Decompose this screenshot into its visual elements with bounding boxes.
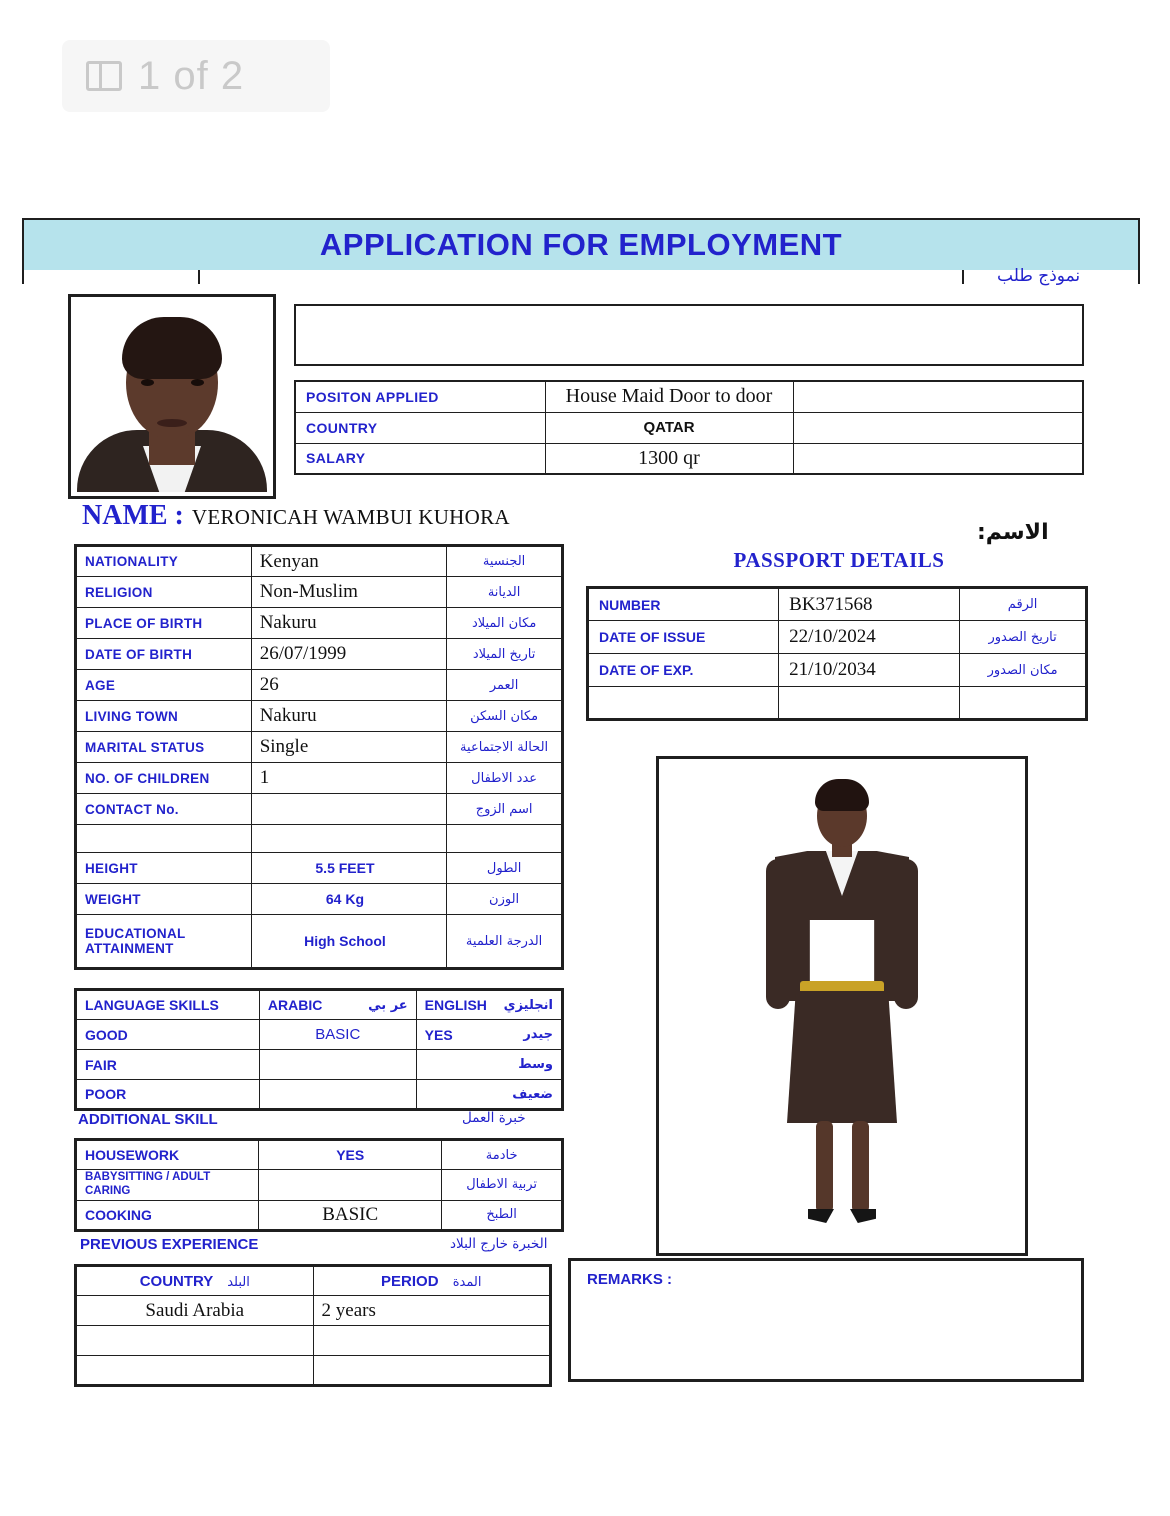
table-row <box>295 381 1083 412</box>
fair-arabic-label: وسط <box>518 1057 553 1072</box>
title-subrow-divider-right <box>962 270 964 284</box>
cooking-value: BASIC <box>259 1200 442 1230</box>
weight-value: 64 Kg <box>251 884 447 915</box>
marital-status-arabic: الحالة الاجتماعية <box>447 732 563 763</box>
passport-details-table <box>586 586 1088 721</box>
remarks-box <box>568 1258 1084 1382</box>
language-skills-label: LANGUAGE SKILLS <box>76 990 260 1020</box>
religion-arabic: الديانة <box>447 577 563 608</box>
additional-skill-title: ADDITIONAL SKILL <box>78 1111 218 1128</box>
table-row-blank <box>588 687 1087 720</box>
place-of-birth-arabic: مكان الميلاد <box>447 608 563 639</box>
table-header-row <box>76 990 563 1020</box>
experience-period-header-text: PERIOD <box>381 1272 439 1290</box>
table-row <box>76 670 563 701</box>
housework-label: HOUSEWORK <box>76 1140 259 1170</box>
salary-value: 1300 qr <box>545 443 793 474</box>
language-arabic-column <box>259 990 416 1020</box>
table-row <box>76 915 563 969</box>
remarks-label: REMARKS : <box>587 1271 672 1288</box>
height-arabic: الطول <box>447 853 563 884</box>
contact-number-value <box>251 794 447 825</box>
previous-experience-table <box>74 1264 552 1387</box>
page-indicator <box>62 40 330 112</box>
additional-skill-title-arabic: خبرة العمل <box>462 1110 526 1126</box>
position-applied-extra <box>793 381 1083 412</box>
position-applied-table <box>294 380 1084 475</box>
previous-experience-title-arabic: الخبرة خارج البلاد <box>450 1236 548 1252</box>
experience-country-value <box>76 1326 314 1356</box>
living-town-value: Nakuru <box>251 701 447 732</box>
living-town-arabic: مكان السكن <box>447 701 563 732</box>
title-subrow-divider-left <box>198 270 200 284</box>
passport-details-title: PASSPORT DETAILS <box>733 548 945 572</box>
passport-number-arabic: الرقم <box>960 588 1087 621</box>
english-column-label-arabic: انجليزي <box>503 997 553 1013</box>
table-row <box>76 853 563 884</box>
fair-english-value <box>416 1050 562 1080</box>
contact-number-arabic: اسم الزوج <box>447 794 563 825</box>
previous-experience-title: PREVIOUS EXPERIENCE <box>80 1236 259 1253</box>
table-row <box>76 763 563 794</box>
poor-arabic-label: ضعيف <box>512 1086 553 1102</box>
table-row <box>588 621 1087 654</box>
date-of-expiry-arabic: مكان الصدور <box>960 654 1087 687</box>
applicant-portrait-photo <box>68 294 276 499</box>
table-row <box>588 654 1087 687</box>
header-blank-box <box>294 304 1084 366</box>
blank-value <box>251 825 447 853</box>
nationality-label: NATIONALITY <box>76 546 252 577</box>
living-town-label: LIVING TOWN <box>76 701 252 732</box>
experience-period-header-arabic: المدة <box>452 1274 482 1290</box>
passport-blank-arabic <box>960 687 1087 720</box>
poor-arabic-value <box>259 1080 416 1110</box>
number-of-children-value: 1 <box>251 763 447 794</box>
table-row <box>295 412 1083 443</box>
table-row <box>76 732 563 763</box>
age-label: AGE <box>76 670 252 701</box>
cooking-arabic: الطبخ <box>442 1200 563 1230</box>
personal-details-table <box>74 544 564 970</box>
table-row <box>76 1050 563 1080</box>
educational-attainment-label: EDUCATIONAL ATTAINMENT <box>76 915 252 969</box>
table-row <box>76 1020 563 1050</box>
title-arabic-fragment: نموذج طلب <box>997 266 1081 286</box>
table-row <box>76 546 563 577</box>
name-value: VERONICAH WAMBUI KUHORA <box>191 505 510 529</box>
babysitting-arabic: تربية الاطفال <box>442 1170 563 1201</box>
portrait-image <box>75 301 269 492</box>
good-english-text: YES <box>424 1026 453 1043</box>
date-of-birth-value: 26/07/1999 <box>251 639 447 670</box>
document-title-bar <box>22 218 1140 270</box>
passport-blank-label <box>588 687 779 720</box>
place-of-birth-value: Nakuru <box>251 608 447 639</box>
marital-status-label: MARITAL STATUS <box>76 732 252 763</box>
height-value: 5.5 FEET <box>251 853 447 884</box>
additional-skill-table <box>74 1138 564 1232</box>
age-value: 26 <box>251 670 447 701</box>
contact-number-label: CONTACT No. <box>76 794 252 825</box>
table-row <box>76 1080 563 1110</box>
passport-number-label: NUMBER <box>588 588 779 621</box>
table-header-row <box>76 1266 551 1296</box>
experience-period-value <box>313 1326 550 1356</box>
table-row <box>76 608 563 639</box>
applicant-name-row <box>82 500 510 532</box>
fair-arabic-value <box>259 1050 416 1080</box>
weight-label: WEIGHT <box>76 884 252 915</box>
date-of-issue-value: 22/10/2024 <box>779 621 960 654</box>
page-indicator-label: 1 of 2 <box>138 53 245 98</box>
table-row <box>76 794 563 825</box>
blank-arabic <box>447 825 563 853</box>
number-of-children-arabic: عدد الاطفال <box>447 763 563 794</box>
table-row <box>76 1296 551 1326</box>
babysitting-label: BABYSITTING / ADULT CARING <box>76 1170 259 1201</box>
good-english-value <box>416 1020 562 1050</box>
educational-attainment-arabic: الدرجة العلمية <box>447 915 563 969</box>
english-column-label: ENGLISH <box>424 997 487 1013</box>
religion-value: Non-Muslim <box>251 577 447 608</box>
experience-country-value <box>76 1356 314 1386</box>
name-arabic-label: الاسم: <box>977 520 1049 545</box>
applicant-full-body-photo <box>656 756 1028 1256</box>
arabic-column-label-arabic: عر بي <box>368 997 408 1013</box>
educational-attainment-value: High School <box>251 915 447 969</box>
date-of-issue-label: DATE OF ISSUE <box>588 621 779 654</box>
table-row-blank <box>76 825 563 853</box>
fair-label: FAIR <box>76 1050 260 1080</box>
table-row <box>588 588 1087 621</box>
page-title: APPLICATION FOR EMPLOYMENT <box>319 227 843 262</box>
passport-blank-value <box>779 687 960 720</box>
employment-application-document <box>22 218 1142 1478</box>
salary-extra <box>793 443 1083 474</box>
date-of-issue-arabic: تاريخ الصدور <box>960 621 1087 654</box>
table-row <box>76 1356 551 1386</box>
arabic-column-label: ARABIC <box>267 997 323 1013</box>
date-of-birth-arabic: تاريخ الميلاد <box>447 639 563 670</box>
housework-value: YES <box>259 1140 442 1170</box>
experience-period-value: 2 years <box>313 1296 550 1326</box>
name-label: NAME : <box>82 500 184 531</box>
country-value: QATAR <box>545 412 793 443</box>
language-english-column <box>416 990 562 1020</box>
table-row <box>76 1200 563 1230</box>
position-applied-value: House Maid Door to door <box>545 381 793 412</box>
title-subrow <box>22 270 1140 284</box>
table-row <box>76 639 563 670</box>
blank-label <box>76 825 252 853</box>
nationality-arabic: الجنسية <box>447 546 563 577</box>
babysitting-value <box>259 1170 442 1201</box>
poor-english-value <box>416 1080 562 1110</box>
pages-icon <box>86 61 122 91</box>
country-label: COUNTRY <box>295 412 545 443</box>
language-skills-table <box>74 988 564 1111</box>
height-label: HEIGHT <box>76 853 252 884</box>
experience-period-header <box>313 1266 550 1296</box>
experience-country-header-text: COUNTRY <box>139 1272 214 1290</box>
table-row <box>76 1326 551 1356</box>
good-label: GOOD <box>76 1020 260 1050</box>
country-extra <box>793 412 1083 443</box>
table-row <box>76 577 563 608</box>
date-of-expiry-label: DATE OF EXP. <box>588 654 779 687</box>
good-arabic-label: جيدر <box>523 1027 553 1042</box>
experience-period-value <box>313 1356 550 1386</box>
position-applied-label: POSITON APPLIED <box>295 381 545 412</box>
table-row <box>76 701 563 732</box>
place-of-birth-label: PLACE OF BIRTH <box>76 608 252 639</box>
housework-arabic: خادمة <box>442 1140 563 1170</box>
table-row <box>295 443 1083 474</box>
poor-label: POOR <box>76 1080 260 1110</box>
table-row <box>76 1140 563 1170</box>
marital-status-value: Single <box>251 732 447 763</box>
table-row <box>76 884 563 915</box>
experience-country-value: Saudi Arabia <box>76 1296 314 1326</box>
weight-arabic: الوزن <box>447 884 563 915</box>
good-arabic-value: BASIC <box>259 1020 416 1050</box>
date-of-birth-label: DATE OF BIRTH <box>76 639 252 670</box>
date-of-expiry-value: 21/10/2034 <box>779 654 960 687</box>
cooking-label: COOKING <box>76 1200 259 1230</box>
salary-label: SALARY <box>295 443 545 474</box>
experience-country-header-arabic: البلد <box>227 1274 250 1290</box>
age-arabic: العمر <box>447 670 563 701</box>
table-row <box>76 1170 563 1201</box>
passport-number-value: BK371568 <box>779 588 960 621</box>
nationality-value: Kenyan <box>251 546 447 577</box>
experience-country-header <box>76 1266 314 1296</box>
number-of-children-label: NO. OF CHILDREN <box>76 763 252 794</box>
religion-label: RELIGION <box>76 577 252 608</box>
